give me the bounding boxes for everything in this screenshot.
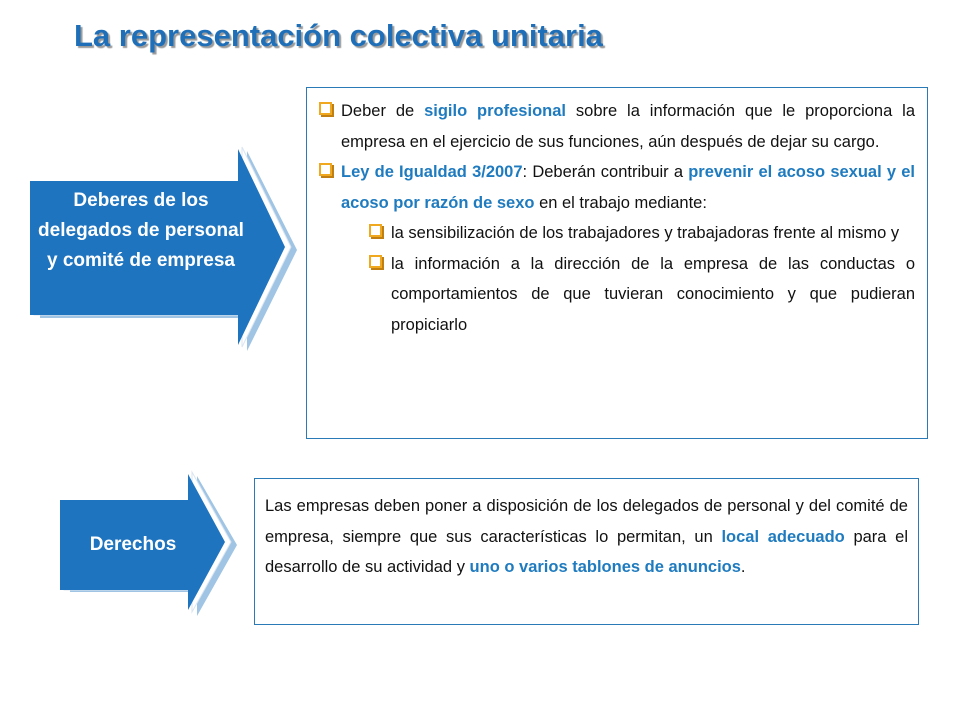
- page-title: La representación colectiva unitaria: [74, 18, 603, 53]
- derechos-box: [254, 478, 919, 625]
- subitem-text: la información a la dirección de la empresa de las conductas o comportamientos de que tuvieran conocimiento y que pudieran propiciarlo: [391, 254, 915, 334]
- list-subitem: [369, 249, 915, 341]
- subitem-text: la sensibilización de los trabajadores y trabajadoras frente al mismo y: [391, 224, 900, 242]
- list-item: [319, 157, 915, 218]
- square-bullet-icon: [319, 156, 341, 217]
- item-text: Ley de Igualdad 3/2007: Deberán contribuir a prevenir el acoso sexual y el acoso por razón de sexo en el trabajo mediante:: [341, 163, 915, 212]
- arrow-label-derechos: Derechos: [89, 534, 177, 555]
- square-bullet-icon: [369, 248, 391, 340]
- arrow-label-deberes: Deberes de los delegados de personal y comité de empresa: [38, 190, 244, 271]
- square-bullet-icon: [369, 217, 391, 248]
- list-item: [319, 96, 915, 157]
- item-text: Deber de sigilo profesional sobre la información que le proporciona la empresa en el ejercicio de sus funciones, aún después de dejar su cargo.: [341, 102, 915, 151]
- square-bullet-icon: [319, 95, 341, 156]
- list-subitem: [369, 218, 915, 249]
- derechos-text: Las empresas deben poner a disposición de los delegados de personal y del comité de empresa, siempre que sus características lo permitan, un local adecuado para el desarrollo de su actividad y uno o varios tablones de anuncios.: [265, 497, 908, 576]
- deberes-box: [306, 87, 928, 439]
